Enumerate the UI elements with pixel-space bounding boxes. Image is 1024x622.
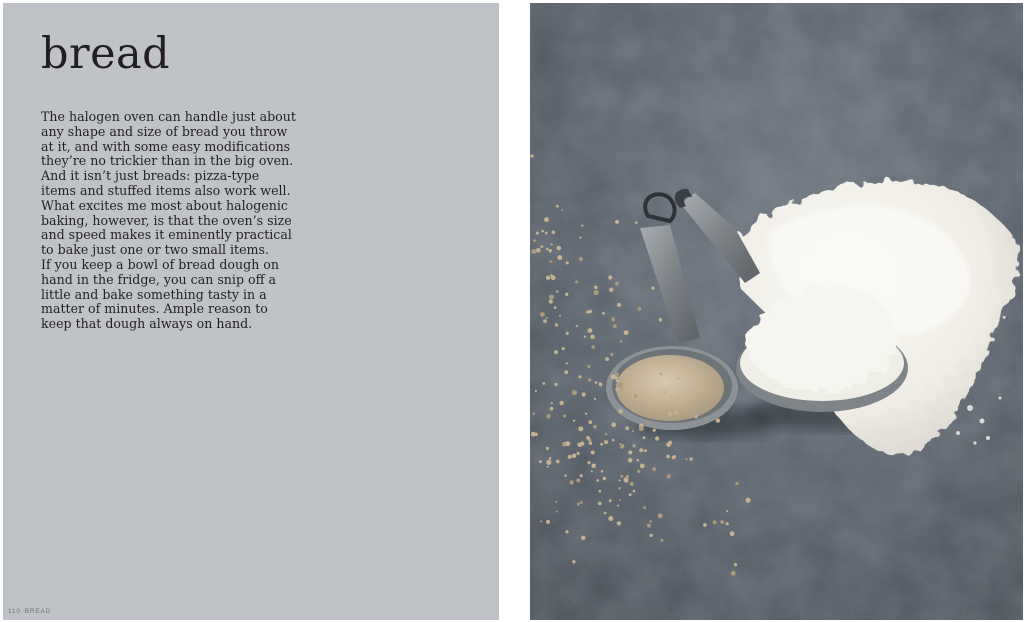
section-label: BREAD bbox=[24, 608, 52, 615]
intro-paragraph: The halogen oven can handle just about any shape and size of bread you throw at it, and with some easy modifications they’re no trickier than in the big oven. And it isn’t just breads: pizza-type items and stuffed items also work well. What excites me most about halogenic baking, however, is that the oven’s size and speed makes it eminently practical to bake just one or two small items. If you keep a bowl of bread dough on hand in the fridge, you can snip off a little and bake something tasty in a matter of minutes. Ample reason to keep that dough always on hand. bbox=[41, 109, 296, 332]
right-page bbox=[530, 3, 1023, 620]
page-footer bbox=[8, 608, 51, 615]
ingredients-photo bbox=[530, 3, 1023, 620]
page-number: 110 bbox=[8, 608, 21, 615]
left-page bbox=[3, 3, 499, 620]
page-title: bread bbox=[41, 29, 171, 79]
